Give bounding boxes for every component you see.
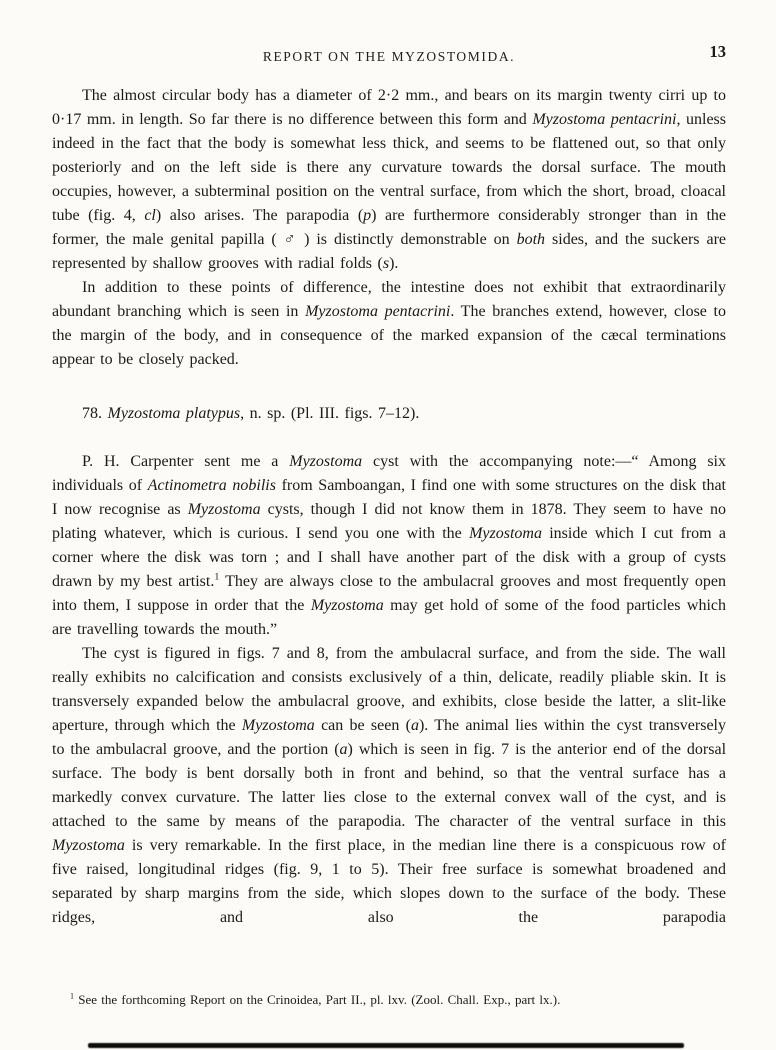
text-block [52, 84, 726, 930]
paragraph-body-description: The almost circular body has a diameter of 2·2 mm., and bears on its margin twenty cirri up to 0·17 mm. in length. So far there is no difference between this form and Myzostoma pentacrini, unless indeed in the fact that the body is somewhat less thick, and seems to be flattened out, so that only posteriorly and on the left side is there any curvature towards the dorsal surface. The mouth occupies, however, a subterminal position on the ventral surface, from which the short, broad, cloacal tube (fig. 4, cl) also arises. The parapodia (p) are furthermore considerably stronger than in the former, the male genital papilla ( ♂ ) is distinctly demonstrable on both sides, and the suckers are represented by shallow grooves with radial folds (s). [52, 87, 727, 272]
page-header [52, 40, 726, 64]
footnote: $^1$ See the forthcoming Report on the Crinoidea, Part II., pl. lxv. (Zool. Chall. Exp., part lx.). [70, 991, 561, 1007]
species-heading: 78. Myzostoma platypus, n. sp. (Pl. III. figs. 7–12). [82, 405, 420, 422]
running-title: REPORT ON THE MYZOSTOMIDA. [262, 49, 516, 64]
paragraph-cyst-description: The cyst is figured in figs. 7 and 8, from the ambulacral surface, and from the side. The wall really exhibits no calcification and consists exclusively of a thin, delicate, readily pliable skin. It is transversely expanded below the ambulacral groove, and exhibits, close beside the latter, a slit-like aperture, through which the Myzostoma can be seen (a). The animal lies within the cyst transversely to the ambulacral groove, and the portion (a) which is seen in fig. 7 is the anterior end of the dorsal surface. The body is bent dorsally both in front and behind, so that the ventral surface has a markedly convex curvature. The latter lies close to the external convex wall of the cyst, and is attached to the same by means of the parapodia. The character of the ventral surface in this Myzostoma is very remarkable. In the first place, in the median line there is a conspicuous row of five raised, longitudinal ridges (fig. 9, 1 to 5). Their free surface is somewhat broadened and separated by sharp margins from the side, which slopes down to the surface of the body. These ridges, and also the parapodia [52, 645, 727, 926]
paragraph-carpenter-note: P. H. Carpenter sent me a Myzostoma cyst with the accompanying note:—“ Among six individuals of Actinometra nobilis from Samboangan, I find one with some structures on the disk that I now recognise as Myzostoma cysts, though I did not know them in 1878. They seem to have no plating whatever, which is curious. I send you one with the Myzostoma inside which I cut from a corner where the disk was torn ; and I shall have another part of the disk with a group of cysts drawn by my best artist.$^1$ They are always close to the ambulacral grooves and most frequently open into them, I suppose in order that the Myzostoma may get hold of some of the food particles which are travelling towards the mouth.” [52, 453, 727, 638]
paragraph-intestine-difference: In addition to these points of difference, the intestine does not exhibit that extraordinarily abundant branching which is seen in Myzostoma pentacrini. The branches extend, however, close to the margin of the body, and in consequence of the marked expansion of the cæcal terminations appear to be closely packed. [52, 279, 726, 368]
scan-edge-artifact [88, 1043, 684, 1048]
page-number: 13 [709, 42, 726, 61]
